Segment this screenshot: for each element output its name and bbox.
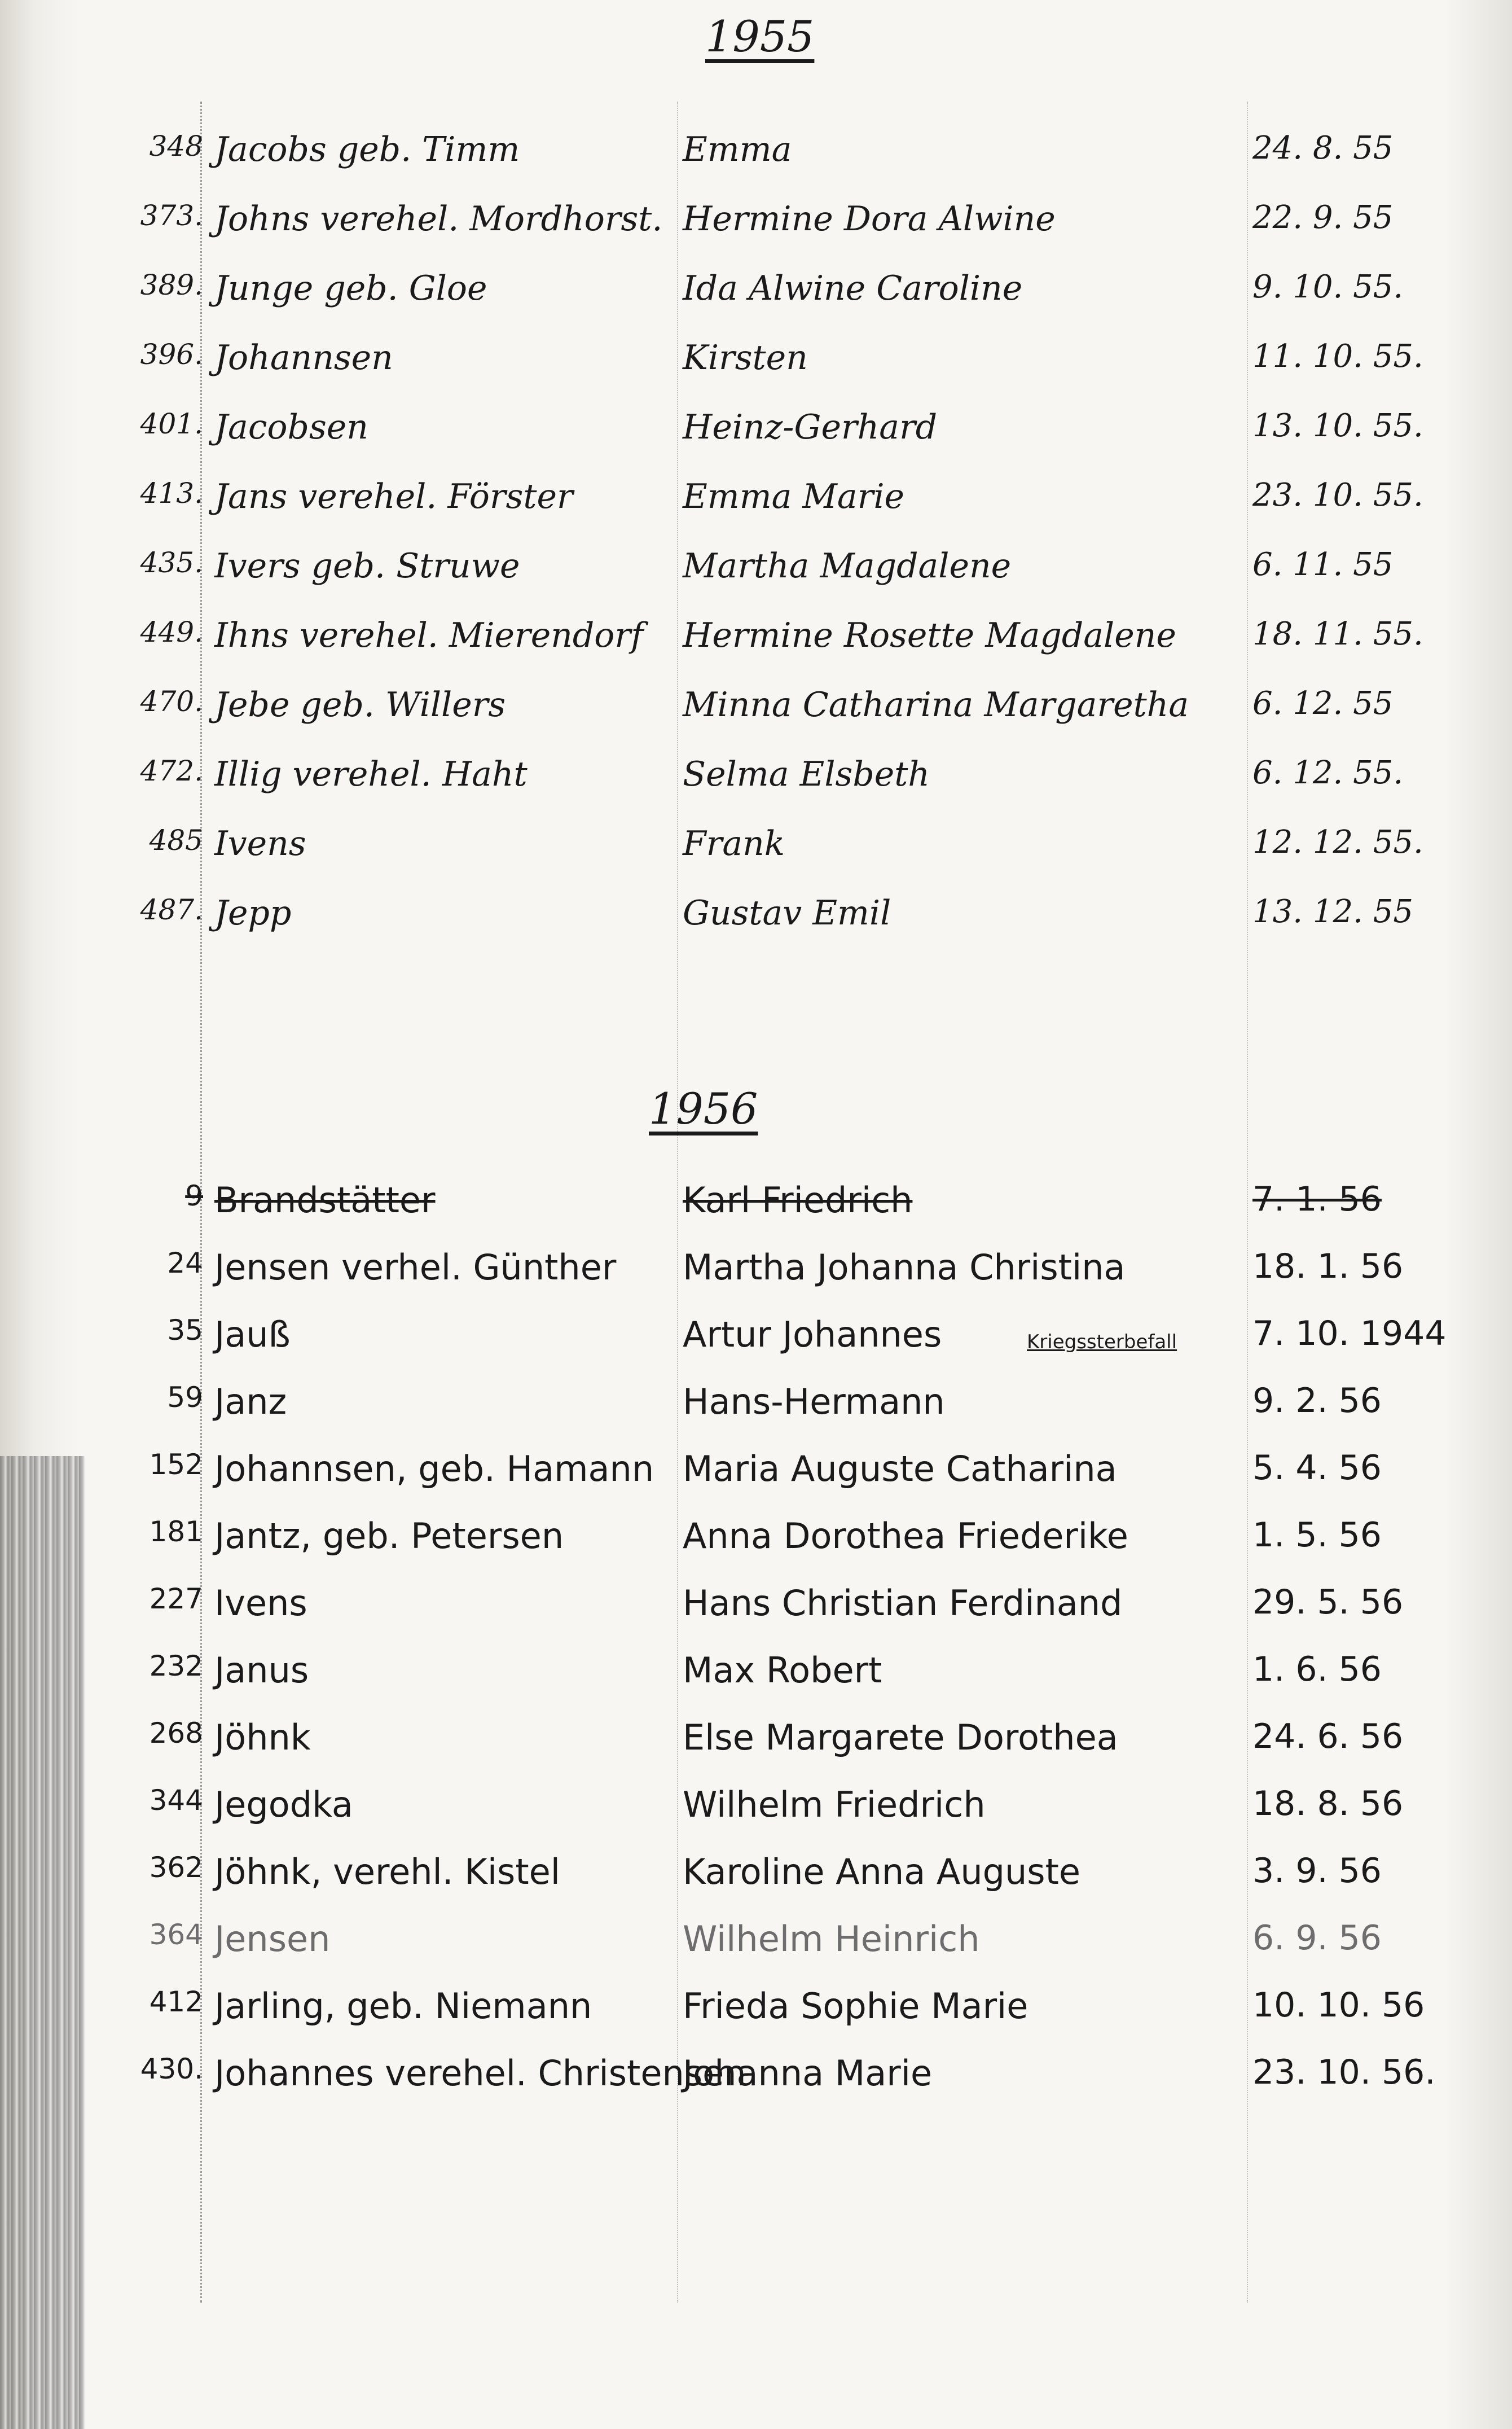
entry-date: 6. 12. 55 bbox=[1252, 685, 1394, 722]
entry-number: 9 bbox=[185, 1180, 203, 1212]
entry-surname: Johannsen bbox=[214, 338, 393, 378]
entry-surname: Jarling, geb. Niemann bbox=[214, 1985, 592, 2027]
entry-date: 3. 9. 56 bbox=[1252, 1851, 1382, 1891]
entry-surname: Jensen verhel. Günther bbox=[214, 1247, 617, 1288]
entry-date: 5. 4. 56 bbox=[1252, 1448, 1382, 1488]
entry-surname: Ivers geb. Struwe bbox=[214, 546, 520, 586]
entry-given-names: Max Robert bbox=[683, 1650, 882, 1691]
register-entry bbox=[0, 1241, 1512, 1308]
entry-date: 7. 10. 1944 bbox=[1252, 1314, 1447, 1353]
entry-surname: Ivens bbox=[214, 824, 306, 863]
entry-number: 412 bbox=[149, 1985, 203, 2018]
entry-number: 472. bbox=[140, 755, 203, 787]
entry-date: 1. 5. 56 bbox=[1252, 1515, 1382, 1555]
entry-date: 22. 9. 55 bbox=[1252, 199, 1394, 236]
entry-given-names: Emma Marie bbox=[683, 477, 905, 516]
entry-number: 373. bbox=[140, 199, 203, 232]
entry-given-names: Gustav Emil bbox=[683, 893, 891, 933]
entry-surname: Janus bbox=[214, 1650, 309, 1691]
entry-given-names: Minna Catharina Margaretha bbox=[683, 685, 1189, 725]
entry-given-names: Heinz-Gerhard bbox=[683, 407, 938, 447]
register-entry bbox=[0, 749, 1512, 818]
entry-given-names: Frieda Sophie Marie bbox=[683, 1985, 1028, 2027]
entry-surname: Jacobsen bbox=[214, 407, 368, 447]
register-section-1955 bbox=[0, 124, 1512, 957]
entry-number: 470. bbox=[140, 685, 203, 718]
entry-number: 485 bbox=[149, 824, 203, 857]
entry-date: 6. 9. 56 bbox=[1252, 1918, 1382, 1958]
entry-given-names: Anna Dorothea Friederike bbox=[683, 1515, 1128, 1557]
entry-number: 268 bbox=[149, 1717, 203, 1750]
entry-given-names: Maria Auguste Catharina bbox=[683, 1448, 1117, 1489]
register-section-1956 bbox=[0, 1174, 1512, 2114]
entry-surname: Jans verehel. Förster bbox=[214, 477, 573, 516]
entry-given-names: Wilhelm Friedrich bbox=[683, 1784, 986, 1825]
entry-number: 401. bbox=[140, 407, 203, 440]
entry-number: 152 bbox=[149, 1448, 203, 1481]
entry-surname: Jöhnk bbox=[214, 1717, 311, 1758]
entry-date: 6. 11. 55 bbox=[1252, 546, 1394, 583]
entry-number: 396. bbox=[140, 338, 203, 371]
entry-number: 413. bbox=[140, 477, 203, 510]
register-entry bbox=[0, 124, 1512, 194]
entry-given-names: Johanna Marie bbox=[683, 2053, 933, 2094]
entry-date: 9. 10. 55. bbox=[1252, 269, 1404, 305]
register-entry bbox=[0, 1644, 1512, 1711]
entry-surname: Jacobs geb. Timm bbox=[214, 130, 520, 169]
entry-surname: Janz bbox=[214, 1381, 287, 1422]
entry-given-names: Selma Elsbeth bbox=[683, 755, 930, 794]
entry-surname: Johns verehel. Mordhorst. bbox=[214, 199, 663, 239]
entry-given-names: Martha Johanna Christina bbox=[683, 1247, 1126, 1288]
entry-date: 24. 8. 55 bbox=[1252, 130, 1394, 166]
entry-date: 12. 12. 55. bbox=[1252, 824, 1423, 861]
register-entry bbox=[0, 1443, 1512, 1510]
register-entry bbox=[0, 1845, 1512, 1913]
entry-surname: Jauß bbox=[214, 1314, 291, 1355]
entry-surname: Ivens bbox=[214, 1582, 307, 1624]
entry-given-names: Karoline Anna Auguste bbox=[683, 1851, 1081, 1892]
entry-number: 344 bbox=[149, 1784, 203, 1817]
year-heading-1956: 1956 bbox=[649, 1084, 758, 1134]
register-entry bbox=[0, 1980, 1512, 2047]
entry-surname: Johannes verehel. Christensen bbox=[214, 2053, 746, 2094]
entry-number: 362 bbox=[149, 1851, 203, 1884]
register-entry bbox=[0, 610, 1512, 679]
register-entry bbox=[0, 2047, 1512, 2114]
entry-date: 24. 6. 56 bbox=[1252, 1717, 1404, 1756]
entry-date: 23. 10. 55. bbox=[1252, 477, 1423, 514]
entry-number: 435. bbox=[140, 546, 203, 579]
entry-number: 59 bbox=[167, 1381, 203, 1414]
entry-date: 11. 10. 55. bbox=[1252, 338, 1423, 375]
entry-given-names: Karl Friedrich bbox=[683, 1180, 913, 1221]
entry-number: 35 bbox=[167, 1314, 203, 1347]
entry-number: 227 bbox=[149, 1582, 203, 1615]
entry-surname: Jepp bbox=[214, 893, 292, 933]
entry-given-names: Emma bbox=[683, 130, 792, 169]
entry-given-names: Hans Christian Ferdinand bbox=[683, 1582, 1123, 1624]
entry-surname: Jegodka bbox=[214, 1784, 353, 1825]
entry-given-names: Wilhelm Heinrich bbox=[683, 1918, 980, 1959]
entry-surname: Brandstätter bbox=[214, 1180, 436, 1221]
register-entry bbox=[0, 263, 1512, 332]
entry-date: 10. 10. 56 bbox=[1252, 1985, 1425, 2025]
register-entry bbox=[0, 679, 1512, 749]
register-entry bbox=[0, 1375, 1512, 1443]
entry-date: 18. 8. 56 bbox=[1252, 1784, 1404, 1823]
register-entry bbox=[0, 1711, 1512, 1778]
register-entry bbox=[0, 1913, 1512, 1980]
entry-surname: Junge geb. Gloe bbox=[214, 269, 487, 308]
entry-date: 23. 10. 56. bbox=[1252, 2053, 1436, 2092]
register-entry bbox=[0, 1174, 1512, 1241]
entry-surname: Jöhnk, verehl. Kistel bbox=[214, 1851, 561, 1892]
register-entry bbox=[0, 1308, 1512, 1375]
register-entry bbox=[0, 1510, 1512, 1577]
register-entry bbox=[0, 332, 1512, 402]
register-entry bbox=[0, 1577, 1512, 1644]
entry-date: 1. 6. 56 bbox=[1252, 1650, 1382, 1689]
register-entry bbox=[0, 194, 1512, 263]
entry-number: 364 bbox=[149, 1918, 203, 1951]
entry-given-names: Kirsten bbox=[683, 338, 808, 378]
entry-number: 348 bbox=[149, 130, 203, 163]
entry-note: Kriegssterbefall bbox=[1027, 1331, 1177, 1353]
register-entry bbox=[0, 888, 1512, 957]
entry-date: 6. 12. 55. bbox=[1252, 755, 1404, 791]
entry-number: 24 bbox=[167, 1247, 203, 1279]
register-entry bbox=[0, 402, 1512, 471]
entry-date: 7. 1. 56 bbox=[1252, 1180, 1382, 1219]
entry-given-names: Hans-Hermann bbox=[683, 1381, 945, 1422]
entry-number: 449. bbox=[140, 616, 203, 648]
entry-given-names: Artur Johannes bbox=[683, 1314, 942, 1355]
register-entry bbox=[0, 818, 1512, 888]
entry-given-names: Ida Alwine Caroline bbox=[683, 269, 1023, 308]
entry-surname: Johannsen, geb. Hamann bbox=[214, 1448, 654, 1489]
entry-number: 487. bbox=[140, 893, 203, 926]
entry-number: 430. bbox=[140, 2053, 203, 2085]
register-entry bbox=[0, 541, 1512, 610]
year-heading-1955: 1955 bbox=[705, 11, 815, 62]
entry-number: 389. bbox=[140, 269, 203, 301]
entry-date: 29. 5. 56 bbox=[1252, 1582, 1404, 1622]
entry-surname: Ihns verehel. Mierendorf bbox=[214, 616, 644, 655]
register-entry bbox=[0, 1778, 1512, 1845]
entry-surname: Jantz, geb. Petersen bbox=[214, 1515, 564, 1557]
register-entry bbox=[0, 471, 1512, 541]
entry-given-names: Hermine Dora Alwine bbox=[683, 199, 1056, 239]
entry-given-names: Else Margarete Dorothea bbox=[683, 1717, 1118, 1758]
entry-surname: Jensen bbox=[214, 1918, 331, 1959]
entry-given-names: Hermine Rosette Magdalene bbox=[683, 616, 1176, 655]
entry-surname: Jebe geb. Willers bbox=[214, 685, 506, 725]
entry-surname: Illig verehel. Haht bbox=[214, 755, 528, 794]
entry-date: 13. 12. 55 bbox=[1252, 893, 1413, 930]
entry-number: 232 bbox=[149, 1650, 203, 1682]
entry-date: 18. 1. 56 bbox=[1252, 1247, 1404, 1286]
entry-given-names: Frank bbox=[683, 824, 785, 863]
entry-date: 18. 11. 55. bbox=[1252, 616, 1423, 652]
entry-number: 181 bbox=[149, 1515, 203, 1548]
entry-given-names: Martha Magdalene bbox=[683, 546, 1012, 586]
entry-date: 9. 2. 56 bbox=[1252, 1381, 1382, 1420]
entry-date: 13. 10. 55. bbox=[1252, 407, 1423, 444]
